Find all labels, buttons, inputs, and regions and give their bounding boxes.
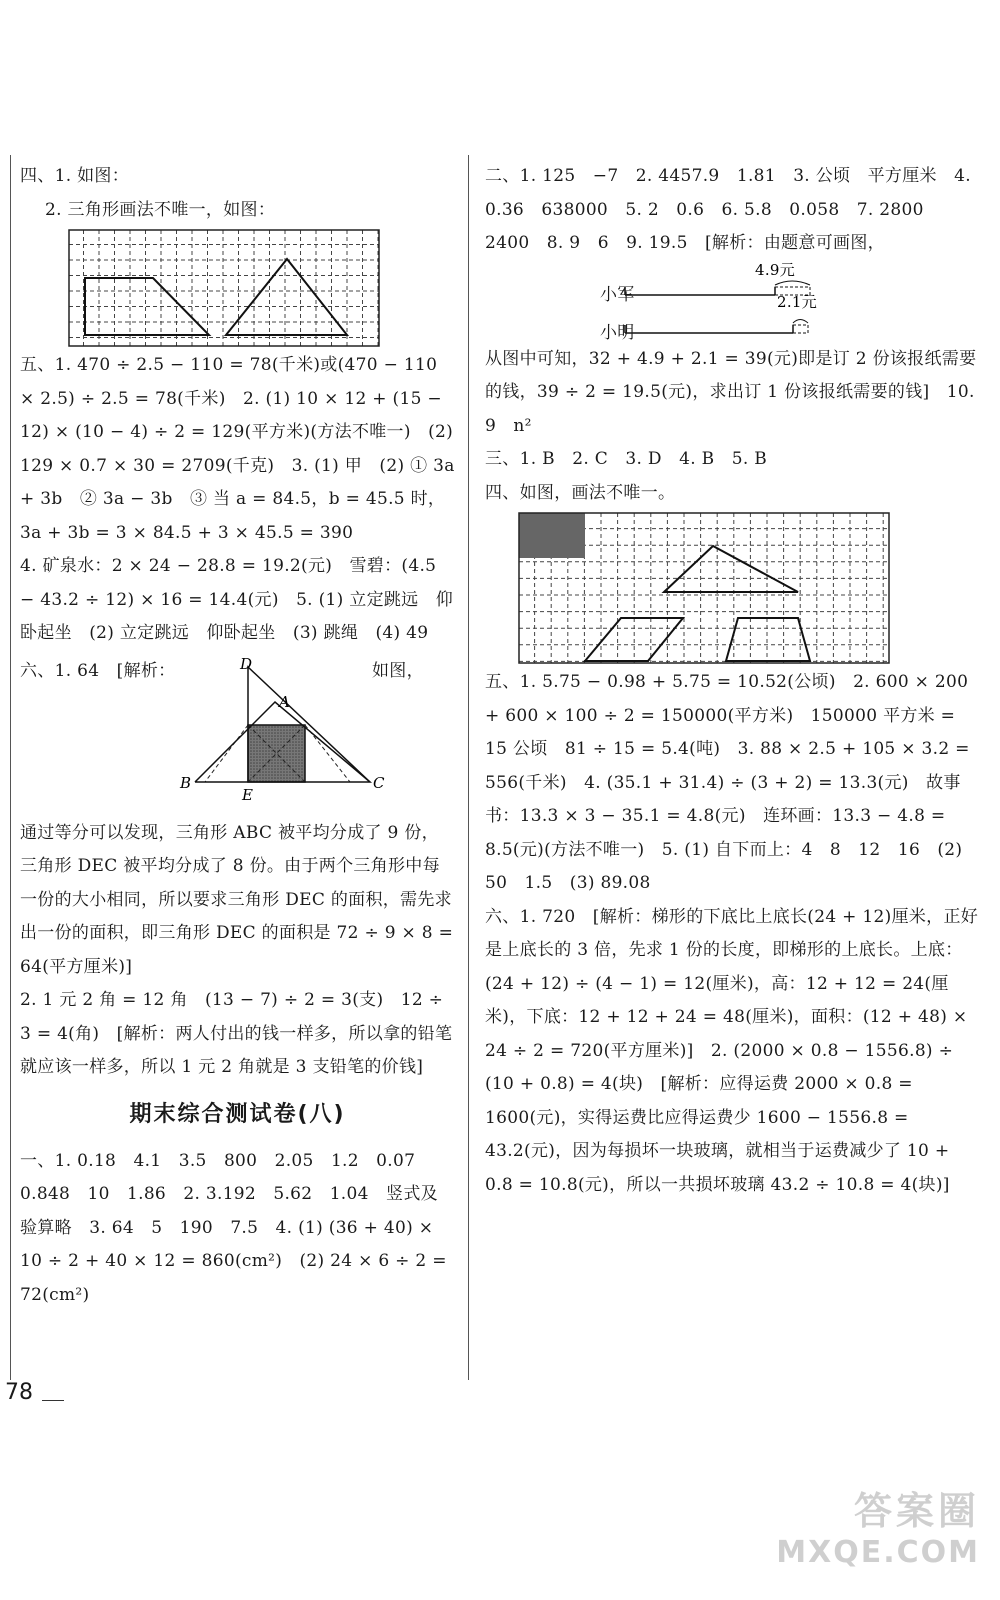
grid-square-triangle-parallelogram-trapezoid	[518, 512, 890, 664]
answer-4-1: 四、1. 如图：	[20, 166, 130, 186]
answer-4: 四、如图，画法不唯一。	[485, 482, 676, 503]
left-margin-rule	[10, 155, 11, 1380]
label-d: D	[240, 656, 253, 673]
value-4-9: 4.9元	[755, 260, 796, 279]
answer-2: 二、1. 125 −7 2. 4457.9 1.81 3. 公顷 平方厘米 4. 0.36 638000 5. 2 0.6 6. 5.8 0.058 7. 2800 2400 8. 9 6 9. 19.5 [解析：由题意可画图，	[485, 166, 971, 253]
page-number: 78	[5, 1380, 33, 1405]
watermark-line1: 答案圈	[853, 1489, 980, 1533]
label-e: E	[242, 785, 254, 802]
triangle-shape	[226, 259, 347, 335]
label-a: A	[279, 692, 291, 711]
left-column	[20, 160, 455, 1312]
page-number-dash	[42, 1400, 64, 1401]
watermark	[776, 1480, 980, 1570]
triangle-square-figure	[175, 657, 395, 802]
final-exam-answer-1: 一、1. 0.18 4.1 3.5 800 2.05 1.2 0.07 0.848 10 1.86 2. 3.192 5.62 1.04 竖式及验算略 3. 64 5 190 7.5 4. (1) (36 + 40) × 10 ÷ 2 + 40 × 12 = 860(cm²) (2) 24 × 6 ÷ 2 = 72(cm²)	[20, 1150, 447, 1305]
grid-figure-left	[20, 229, 455, 347]
answer-6-1-block	[20, 655, 455, 817]
answer-5: 五、1. 5.75 − 0.98 + 5.75 = 10.52(公顷) 2. 600 × 200 + 600 × 100 ÷ 2 = 150000(平方米) 150000 平方米 = 15 公顷 81 ÷ 15 = 5.4(吨) 3. 88 × 2.5 + 105 × 3.2 = 556(千米) 4. (35.1 + 31.4) ÷ (3 + 2) = 13.3(元) 故事书：13.3 × 3 − 35.1 = 4.8(元) 连环画：13.3 − 4.8 = 8.5(元)(方法不唯一) 5. (1) 自下而上：4 8 12 16 (2) 50 1.5 (3) 89.08	[485, 672, 970, 893]
shaded-unit-square	[519, 513, 585, 558]
grid-figure-right	[485, 512, 980, 664]
answer-5-4: 4. 矿泉水：2 × 24 − 28.8 = 19.2(元) 雪碧：(4.5 − 43.2 ÷ 12) × 16 = 14.4(元) 5. (1) 立定跳远 仰卧起坐 (2) 立定跳远 仰卧起坐 (3) 跳绳 (4) 49	[20, 556, 454, 643]
answer-6: 六、1. 720 [解析：梯形的下底比上底长(24 + 12)厘米，正好是上底长的 3 倍，先求 1 份的长度，即梯形的上底长。上底：(24 + 12) ÷ (4 − 1) = 12(厘米)，高：12 + 12 = 24(厘米)，下底：12 + 12 + 24 = 48(厘米)，面积：(12 + 48) × 24 ÷ 2 = 720(平方厘米)] 2. (2000 × 0.8 − 1556.8) ÷ (10 + 0.8) = 4(块) [解析：应得运费 2000 × 0.8 = 1600(元)，实得运费比应得运费少 1600 − 1556.8 = 43.2(元)，因为每损坏一块玻璃，就相当于运费减少了 10 + 0.8 = 10.8(元)，所以一共损坏玻璃 43.2 ÷ 10.8 = 4(块)]	[485, 906, 979, 1195]
shaded-square	[248, 725, 305, 782]
answer-3: 三、1. B 2. C 3. D 4. B 5. B	[485, 449, 768, 469]
answer-6-1-explanation: 通过等分可以发现，三角形 ABC 被平均分成了 9 份，三角形 DEC 被平均分成了 8 份。由于两个三角形中每一份的大小相同，所以要求三角形 DEC 的面积，需先求出一份的面积，即三角形 DEC 的面积是 72 ÷ 9 × 8 = 64(平方厘米)]	[20, 822, 454, 977]
answer-5-1: 五、1. 470 ÷ 2.5 − 110 = 78(千米)或(470 − 110 × 2.5) ÷ 2.5 = 78(千米) 2. (1) 10 × 12 + (15 − 12) × (10 − 4) ÷ 2 = 129(平方米)(方法不唯一) (2) 129 × 0.7 × 30 = 2709(千克) 3. (1) 甲 (2) ① 3a + 3b ② 3a − 3b ③ 当 a = 84.5，b = 45.5 时，3a + 3b = 3 × 84.5 + 3 × 45.5 = 390	[20, 355, 455, 543]
label-b: B	[180, 773, 192, 792]
answer-2-explanation: 从图中可知，32 + 4.9 + 2.1 = 39(元)即是订 2 份该报纸需要的钱，39 ÷ 2 = 19.5(元)，求出订 1 份该报纸需要的钱] 10. 9 n²	[485, 348, 977, 436]
label-c: C	[373, 773, 385, 792]
answer-6-2: 2. 1 元 2 角 = 12 角 (13 − 7) ÷ 2 = 3(支) 12 ÷ 3 = 4(角) [解析：两人付出的钱一样多，所以拿的铅笔就应该一样多，所以 1 元 2 角就是 3 支铅笔的价钱]	[20, 990, 453, 1077]
answer-6-1-see-figure: 如图，	[372, 660, 424, 681]
section-title: 期末综合测试卷(八)	[129, 1101, 346, 1127]
value-2-1: 2.1元	[777, 292, 818, 311]
answer-6-1-start: 六、1. 64 [解析：	[20, 660, 176, 681]
watermark-line2: MXQE.COM	[776, 1535, 980, 1570]
label-xiaojun: 小军	[600, 284, 635, 305]
trapezoid-shape	[726, 618, 810, 661]
label-xiaoming: 小明	[600, 322, 635, 343]
column-divider	[468, 155, 469, 1380]
line-segment-figure	[485, 261, 980, 343]
right-column	[485, 160, 980, 1202]
grid-trapezoid-triangle	[68, 229, 380, 347]
answer-4-2: 2. 三角形画法不唯一，如图：	[45, 199, 276, 220]
